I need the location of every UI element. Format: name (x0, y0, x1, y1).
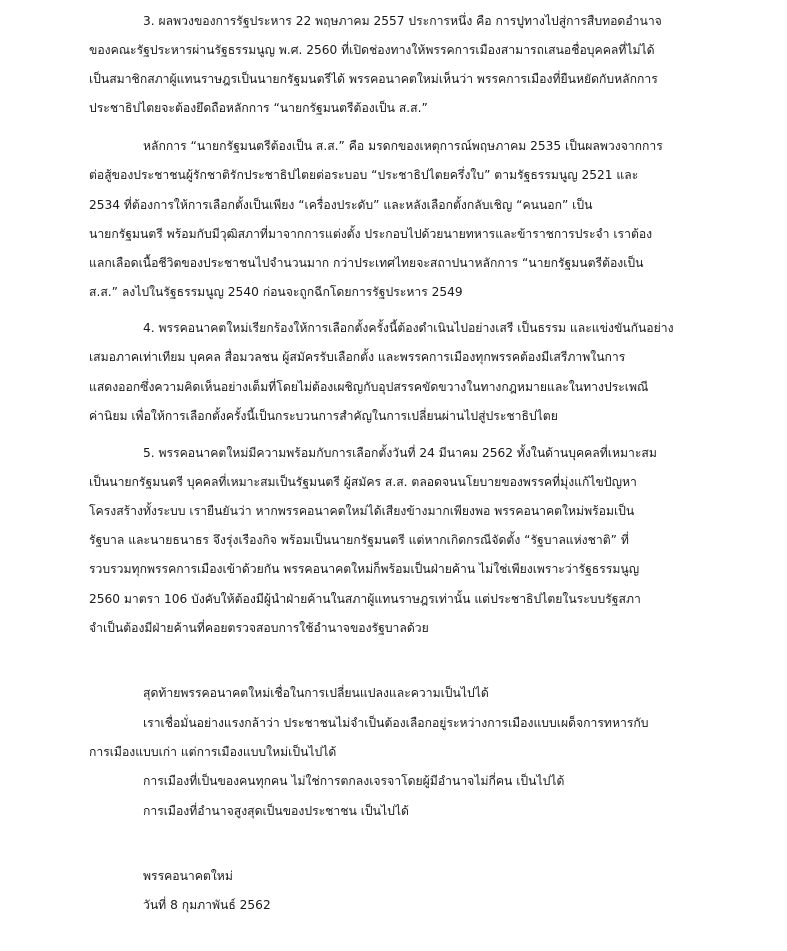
text-line: แสดงออกซึ่งความคิดเห็นอย่างเต็มที่โดยไม่ต้องเผชิญกับอุปสรรคขัดขวางในทางกฎหมายและในทางประเพณี (89, 380, 649, 394)
text-line: เสมอภาคเท่าเทียม บุคคล สื่อมวลชน ผู้สมัครรับเลือกตั้ง และพรรคการเมืองทุกพรรคต้องมีเสรีภาพในการ (89, 350, 626, 364)
text-line: ต่อสู้ของประชาชนผู้รักชาติรักประชาธิปไตยต่อระบอบ “ประชาธิปไตยครึ่งใบ” ตามรัฐธรรมนูญ 2521 และ (89, 168, 639, 182)
text-line: การเมืองแบบเก่า แต่การเมืองแบบใหม่เป็นไปได้ (89, 745, 337, 759)
text-line: 5. พรรคอนาคตใหม่มีความพร้อมกับการเลือกตั้งวันที่ 24 มีนาคม 2562 ทั้งในด้านบุคคลที่เหมาะสม (143, 446, 657, 460)
text-line: เราเชื่อมั่นอย่างแรงกล้าว่า ประชาชนไม่จำเป็นต้องเลือกอยู่ระหว่างการเมืองแบบเผด็จการทหารกับ (143, 716, 649, 730)
organization-name: พรรคอนาคตใหม่ (143, 869, 233, 883)
text-line: แลกเลือดเนื้อชีวิตของประชาชนไปจำนวนมาก กว่าประเทศไทยจะสถาปนาหลักการ “นายกรัฐมนตรีต้องเป็น (89, 256, 644, 270)
text-line: หลักการ “นายกรัฐมนตรีต้องเป็น ส.ส.” คือ มรดกของเหตุการณ์พฤษภาคม 2535 เป็นผลพวงจากการ (143, 139, 663, 153)
text-line: สุดท้ายพรรคอนาคตใหม่เชื่อในการเปลี่ยนแปลงและความเป็นไปได้ (143, 686, 489, 700)
text-line: 3. ผลพวงของการรัฐประหาร 22 พฤษภาคม 2557 ประการหนึ่ง คือ การปูทางไปสู่การสืบทอดอำนาจ (143, 14, 662, 28)
document-date: วันที่ 8 กุมภาพันธ์ 2562 (143, 898, 271, 912)
text-line: ค่านิยม เพื่อให้การเลือกตั้งครั้งนี้เป็นกระบวนการสำคัญในการเปลี่ยนผ่านไปสู่ประชาธิปไตย (89, 409, 558, 423)
text-line: นายกรัฐมนตรี พร้อมกับมีวุฒิสภาที่มาจากการแต่งตั้ง ประกอบไปด้วยนายทหารและข้าราชการประจำ เราต้อง (89, 227, 653, 241)
text-line: รัฐบาล และนายธนาธร จึงรุ่งเรืองกิจ พร้อมเป็นนายกรัฐมนตรี แต่หากเกิดกรณีจัดตั้ง “รัฐบาลแห่งชาติ” ที่ (89, 533, 629, 547)
text-line: โครงสร้างทั้งระบบ เรายืนยันว่า หากพรรคอนาคตใหม่ได้เสียงข้างมากเพียงพอ พรรคอนาคตใหม่พร้อมเป็น (89, 504, 635, 518)
text-line: ประชาธิปไตยจะต้องยึดถือหลักการ “นายกรัฐมนตรีต้องเป็น ส.ส.” (89, 101, 428, 115)
text-line: เป็นสมาชิกสภาผู้แทนราษฎรเป็นนายกรัฐมนตรีได้ พรรคอนาคตใหม่เห็นว่า พรรคการเมืองที่ยืนหยัดกับหลักการ (89, 72, 658, 86)
text-line: 2560 มาตรา 106 บังคับให้ต้องมีผู้นำฝ่ายค้านในสภาผู้แทนราษฎรเท่านั้น แต่ประชาธิปไตยในระบบรัฐสภา (89, 592, 641, 606)
text-line: เป็นนายกรัฐมนตรี บุคคลที่เหมาะสมเป็นรัฐมนตรี ผู้สมัคร ส.ส. ตลอดจนนโยบายของพรรคที่มุ่งแก้ไขปัญหา (89, 475, 637, 489)
text-line: ส.ส.” ลงไปในรัฐธรรมนูญ 2540 ก่อนจะถูกฉีกโดยการรัฐประหาร 2549 (89, 285, 463, 299)
text-line: การเมืองที่อำนาจสูงสุดเป็นของประชาชน เป็นไปได้ (143, 804, 409, 818)
text-line: 2534 ที่ต้องการให้การเลือกตั้งเป็นเพียง “เครื่องประดับ” และหลังเลือกตั้งกลับเชิญ “คนนอก” เป็น (89, 198, 593, 212)
text-line: 4. พรรคอนาคตใหม่เรียกร้องให้การเลือกตั้งครั้งนี้ต้องดำเนินไปอย่างเสรี เป็นธรรม และแข่งขันกันอย่าง (143, 321, 674, 335)
text-line: จำเป็นต้องมีฝ่ายค้านที่คอยตรวจสอบการใช้อำนาจของรัฐบาลด้วย (89, 621, 429, 635)
text-line: ของคณะรัฐประหารผ่านรัฐธรรมนูญ พ.ศ. 2560 ที่เปิดช่องทางให้พรรคการเมืองสามารถเสนอชื่อบุคคลที่ไม่ได้ (89, 43, 655, 57)
text-line: รวบรวมทุกพรรคการเมืองเข้าด้วยกัน พรรคอนาคตใหม่ก็พร้อมเป็นฝ่ายค้าน ไม่ใช่เพียงเพราะว่ารัฐธรรมนูญ (89, 562, 640, 576)
text-line: การเมืองที่เป็นของคนทุกคน ไม่ใช่การตกลงเจรจาโดยผู้มีอำนาจไม่กี่คน เป็นไปได้ (143, 774, 565, 788)
